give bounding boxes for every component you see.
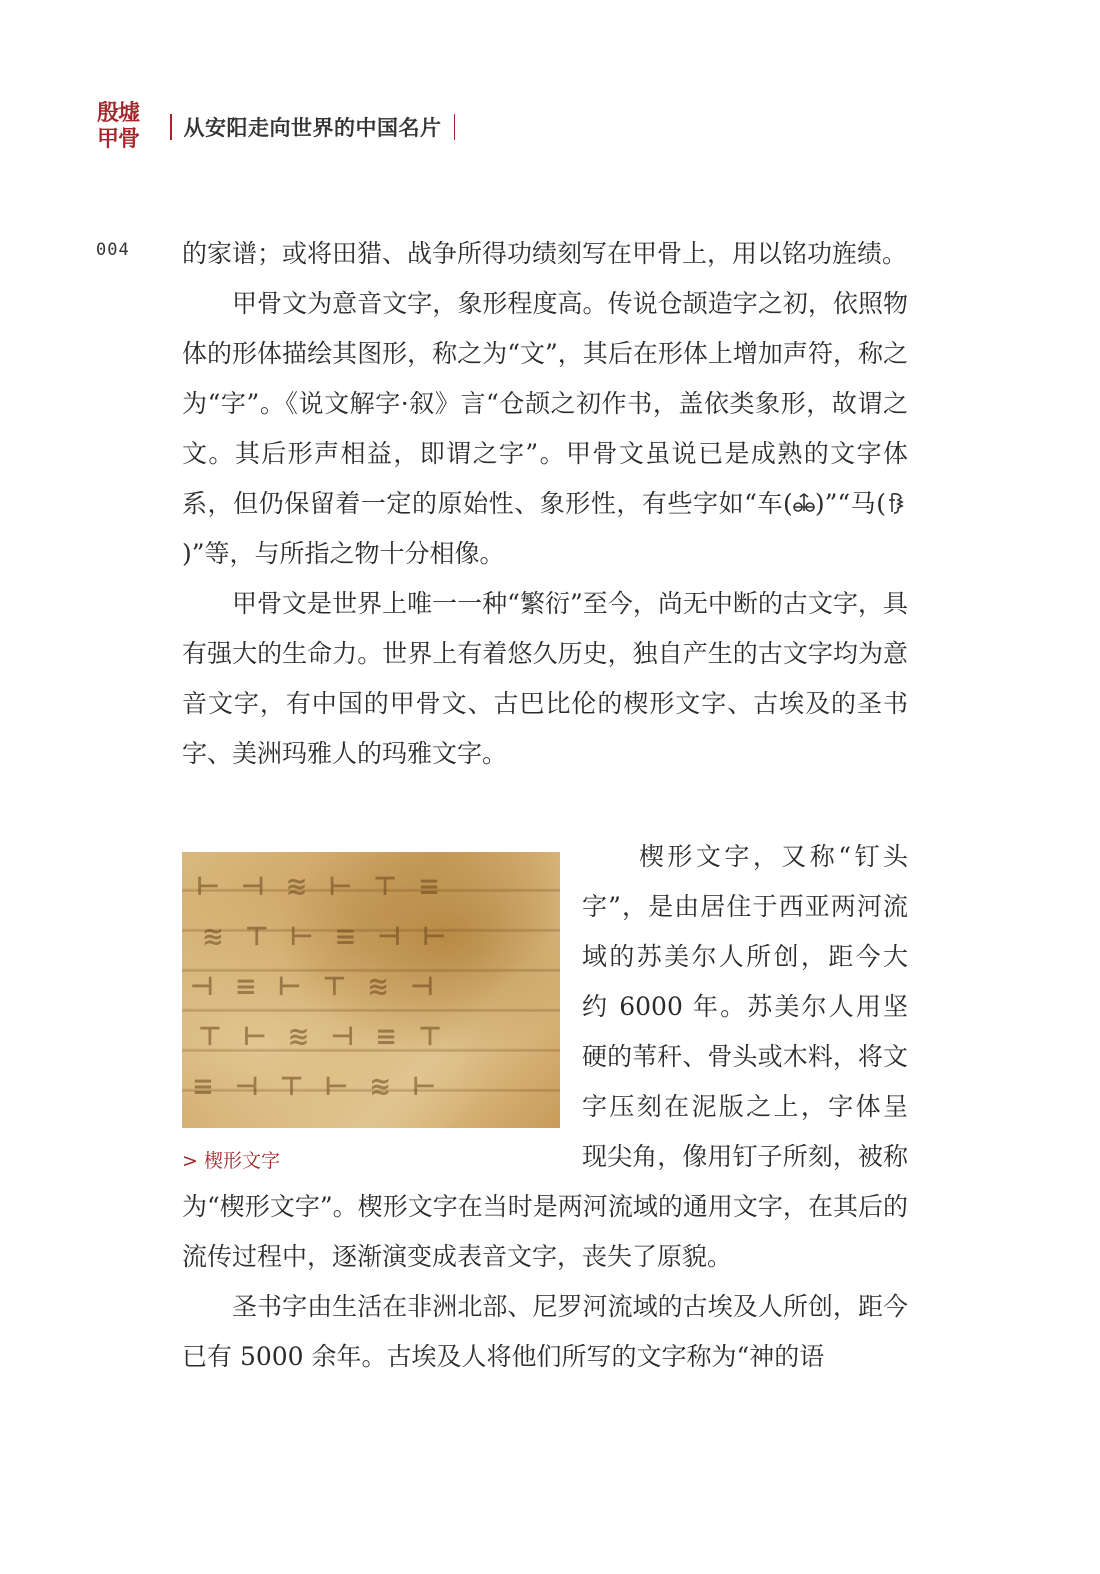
logo-line-1: 殷墟 — [96, 100, 139, 126]
oracle-char-che-icon — [793, 491, 815, 515]
figure-caption: > 楔形文字 — [182, 1150, 280, 1172]
paragraph-5: 圣书字由生活在非洲北部、尼罗河流域的古埃及人所创，距今已有 5000 余年。古埃及人将他们所写的文字称为“神的语 — [182, 1292, 908, 1371]
wrap-line: 域的苏美尔人所创，距今大 — [582, 942, 908, 971]
paragraph-3: 甲骨文是世界上唯一一种“繁衍”至今，尚无中断的古文字，具有强大的生命力。世界上有着悠久历史，独自产生的古文字均为意音文字，有中国的甲骨文、古巴比伦的楔形文字、古埃及的圣书字、美洲玛雅人的玛雅文字。 — [182, 589, 908, 768]
cuneiform-tablet-photo — [182, 852, 560, 1128]
book-logo — [94, 100, 142, 156]
wrap-line: 硬的苇秆、骨头或木料，将文 — [582, 1042, 908, 1071]
paragraph-2-text-c: )”等，与所指之物十分相像。 — [182, 539, 505, 568]
logo-line-2: 甲骨 — [96, 126, 139, 152]
running-title: 从安阳走向世界的中国名片 — [183, 116, 442, 140]
oracle-char-ma-icon — [886, 491, 908, 515]
body-column-top — [182, 229, 908, 779]
running-header — [170, 112, 455, 142]
wrap-line: 字”，是由居住于西亚两河流 — [582, 892, 908, 921]
paragraph-2-text-b: )”“马( — [814, 489, 886, 518]
paragraph-2 — [182, 279, 908, 579]
photo-texture-row: ≋ ⊤ ⊢ ≡ ⊣ ⊢ — [202, 922, 452, 952]
header-divider-right — [454, 114, 456, 140]
wrap-line: 楔形文字，又称“钉头 — [582, 842, 908, 871]
page-number: 004 — [96, 240, 130, 260]
photo-texture-row: ⊤ ⊢ ≋ ⊣ ≡ ⊤ — [198, 1022, 448, 1052]
wrap-line: 约 6000 年。苏美尔人用坚 — [582, 992, 908, 1021]
photo-texture-row: ≡ ⊣ ⊤ ⊢ ≋ ⊢ — [192, 1072, 442, 1102]
wrap-line: 现尖角，像用钉子所刻，被称 — [582, 1142, 908, 1171]
paragraph-1: 的家谱；或将田猎、战争所得功绩刻写在甲骨上，用以铭功旌绩。 — [182, 239, 908, 268]
body-column-bottom — [182, 1182, 908, 1382]
photo-texture-row: ⊣ ≡ ⊢ ⊤ ≋ ⊣ — [190, 972, 440, 1002]
wrap-line: 字压刻在泥版之上，字体呈 — [582, 1092, 908, 1121]
paragraph-2-text-a: 甲骨文为意音文字，象形程度高。传说仓颉造字之初，依照物体的形体描绘其图形，称之为“文”，其后在形体上增加声符，称之为“字”。《说文解字·叙》言“仓颉之初作书，盖依类象形，故谓之文。其后形声相益，即谓之字”。甲骨文虽说已是成熟的文字体系，但仍保留着一定的原始性、象形性，有些字如“车( — [182, 289, 908, 518]
paragraph-4-wrapped — [582, 832, 908, 1182]
photo-texture-row: ⊢ ⊣ ≋ ⊢ ⊤ ≡ — [196, 872, 446, 902]
paragraph-4-continued: 为“楔形文字”。楔形文字在当时是两河流域的通用文字，在其后的流传过程中，逐渐演变成表音文字，丧失了原貌。 — [182, 1192, 908, 1271]
